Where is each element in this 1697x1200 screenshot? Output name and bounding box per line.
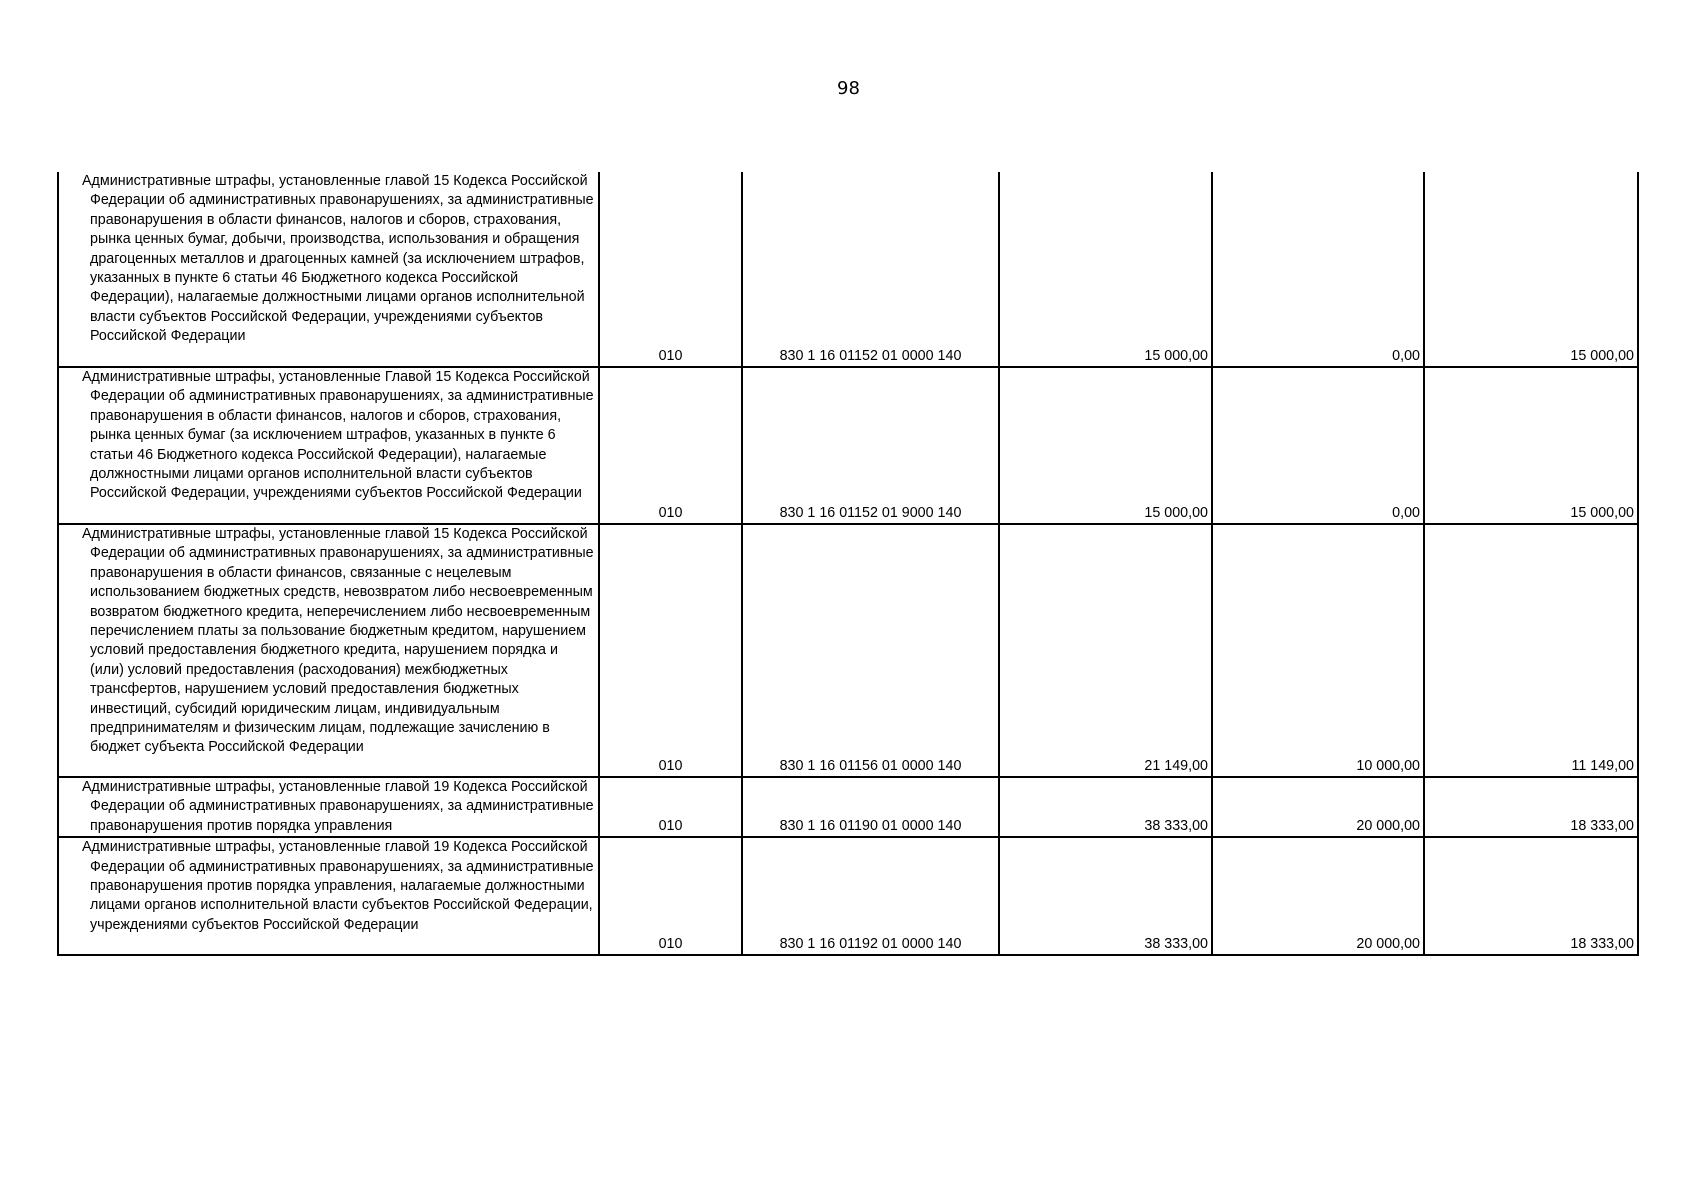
table-row bbox=[58, 837, 1638, 955]
approved-amount: 21 149,00 bbox=[999, 524, 1212, 777]
classification-code: 830 1 16 01152 01 0000 140 bbox=[742, 172, 999, 367]
line-code: 010 bbox=[599, 367, 742, 524]
table-row bbox=[58, 524, 1638, 777]
revenue-table bbox=[57, 172, 1639, 956]
revenue-name: Административные штрафы, установленные главой 19 Кодекса Российской Федерации об административных правонарушениях, за административные правонарушения против порядка управления, налагаемые должностными лицами органов исполнительной власти субъектов Российской Федерации, учреждениями субъектов Российской Федерации bbox=[58, 837, 599, 955]
table-row bbox=[58, 777, 1638, 837]
line-code: 010 bbox=[599, 524, 742, 777]
executed-amount: 10 000,00 bbox=[1212, 524, 1424, 777]
approved-amount: 15 000,00 bbox=[999, 367, 1212, 524]
classification-code: 830 1 16 01156 01 0000 140 bbox=[742, 524, 999, 777]
unexecuted-amount: 18 333,00 bbox=[1424, 777, 1638, 837]
executed-amount: 20 000,00 bbox=[1212, 837, 1424, 955]
executed-amount: 0,00 bbox=[1212, 172, 1424, 367]
line-code: 010 bbox=[599, 777, 742, 837]
unexecuted-amount: 11 149,00 bbox=[1424, 524, 1638, 777]
unexecuted-amount: 15 000,00 bbox=[1424, 367, 1638, 524]
approved-amount: 15 000,00 bbox=[999, 172, 1212, 367]
classification-code: 830 1 16 01192 01 0000 140 bbox=[742, 837, 999, 955]
line-code: 010 bbox=[599, 172, 742, 367]
classification-code: 830 1 16 01152 01 9000 140 bbox=[742, 367, 999, 524]
line-code: 010 bbox=[599, 837, 742, 955]
executed-amount: 0,00 bbox=[1212, 367, 1424, 524]
approved-amount: 38 333,00 bbox=[999, 777, 1212, 837]
revenue-name: Административные штрафы, установленные Главой 15 Кодекса Российской Федерации об административных правонарушениях, за административные правонарушения в области финансов, налогов и сборов, страхования, рынка ценных бумаг (за исключением штрафов, указанных в пункте 6 статьи 46 Бюджетного кодекса Российской Федерации), налагаемые должностными лицами органов исполнительной власти субъектов Российской Федерации, учреждениями субъектов Российской Федерации bbox=[58, 367, 599, 524]
unexecuted-amount: 15 000,00 bbox=[1424, 172, 1638, 367]
table-row bbox=[58, 172, 1638, 367]
executed-amount: 20 000,00 bbox=[1212, 777, 1424, 837]
page-number: 98 bbox=[837, 78, 860, 99]
approved-amount: 38 333,00 bbox=[999, 837, 1212, 955]
classification-code: 830 1 16 01190 01 0000 140 bbox=[742, 777, 999, 837]
unexecuted-amount: 18 333,00 bbox=[1424, 837, 1638, 955]
revenue-name: Административные штрафы, установленные главой 19 Кодекса Российской Федерации об административных правонарушениях, за административные правонарушения против порядка управления bbox=[58, 777, 599, 837]
revenue-name: Административные штрафы, установленные главой 15 Кодекса Российской Федерации об административных правонарушениях, за административные правонарушения в области финансов, налогов и сборов, страхования, рынка ценных бумаг, добычи, производства, использования и обращения драгоценных металлов и драгоценных камней (за исключением штрафов, указанных в пункте 6 статьи 46 Бюджетного кодекса Российской Федерации), налагаемые должностными лицами органов исполнительной власти субъектов Российской Федерации, учреждениями субъектов Российской Федерации bbox=[58, 172, 599, 367]
revenue-name: Административные штрафы, установленные главой 15 Кодекса Российской Федерации об административных правонарушениях, за административные правонарушения в области финансов, связанные с нецелевым использованием бюджетных средств, невозвратом либо несвоевременным возвратом бюджетного кредита, неперечислением либо несвоевременным перечислением платы за пользование бюджетным кредитом, нарушением условий предоставления бюджетного кредита, нарушением порядка и (или) условий предоставления (расходования) межбюджетных трансфертов, нарушением условий предоставления бюджетных инвестиций, субсидий юридическим лицам, индивидуальным предпринимателям и физическим лицам, подлежащие зачислению в бюджет субъекта Российской Федерации bbox=[58, 524, 599, 777]
table-row bbox=[58, 367, 1638, 524]
